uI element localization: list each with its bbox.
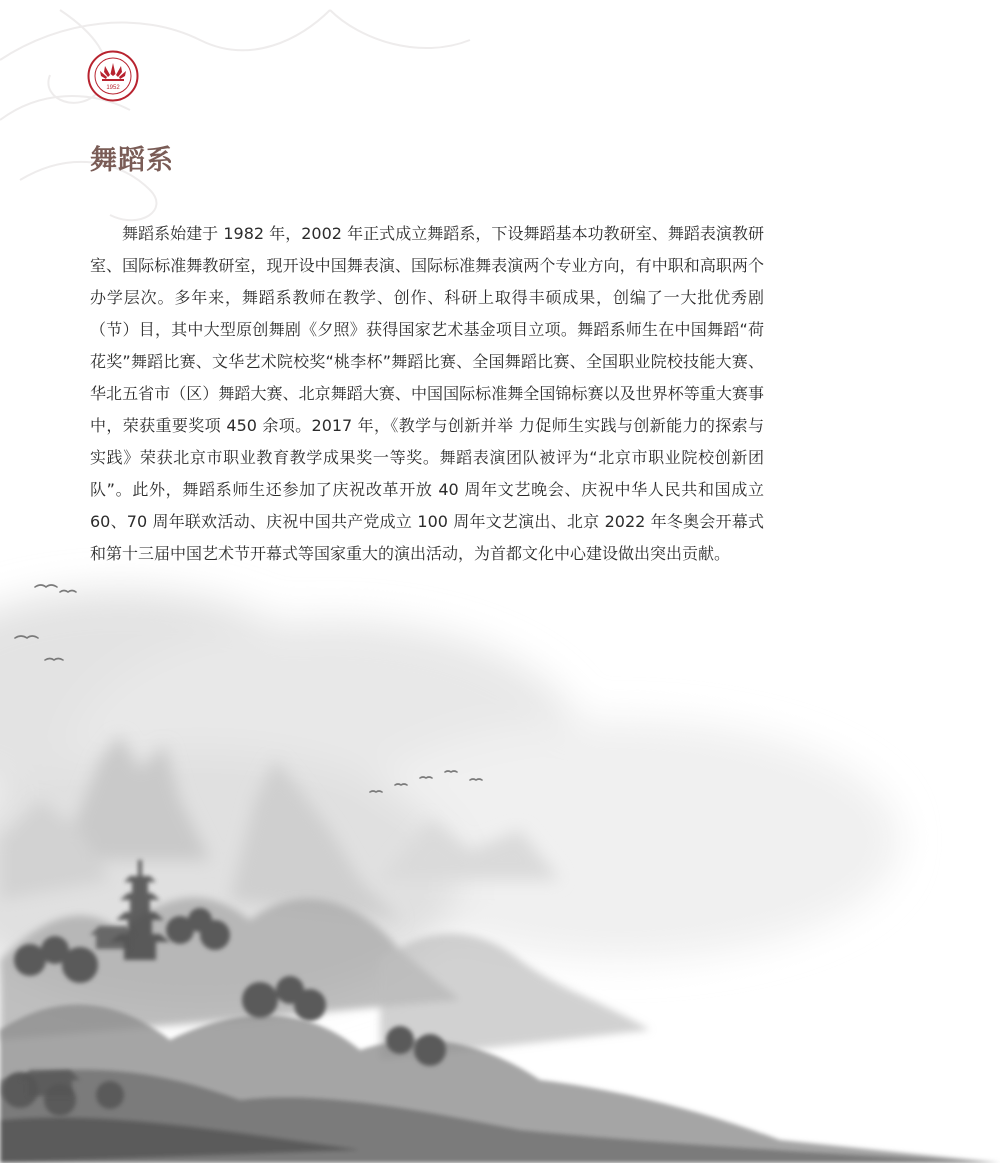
cloud-swirl-decoration — [0, 10, 470, 220]
emblem-year: 1952 — [106, 85, 120, 91]
page-title: 舞蹈系 — [90, 145, 174, 176]
department-description: 舞蹈系始建于 1982 年，2002 年正式成立舞蹈系，下设舞蹈基本功教研室、舞蹈表演教研室、国际标准舞教研室，现开设中国舞表演、国际标准舞表演两个专业方向，有中职和高职两个办学层次。多年来，舞蹈系教师在教学、创作、科研上取得丰硕成果，创编了一大批优秀剧（节）目，其中大型原创舞剧《夕照》获得国家艺术基金项目立项。舞蹈系师生在中国舞蹈“荷花奖”舞蹈比赛、文华艺术院校奖“桃李杯”舞蹈比赛、全国舞蹈比赛、全国职业院校技能大赛、华北五省市（区）舞蹈大赛、北京舞蹈大赛、中国国际标准舞全国锦标赛以及世界杯等重大赛事中，荣获重要奖项 450 余项。2017 年，《教学与创新并举 力促师生实践与创新能力的探索与实践》荣获北京市职业教育教学成果奖一等奖。舞蹈表演团队被评为“北京市职业院校创新团队”。此外，舞蹈系师生还参加了庆祝改革开放 40 周年文艺晚会、庆祝中华人民共和国成立 60、70 周年联欢活动、庆祝中国共产党成立 100 周年文艺演出、北京 2022 年冬奥会开幕式和第十三届中国艺术节开幕式等国家重大的演出活动，为首都文化中心建设做出突出贡献。 — [90, 224, 764, 563]
school-emblem-icon — [87, 50, 139, 102]
